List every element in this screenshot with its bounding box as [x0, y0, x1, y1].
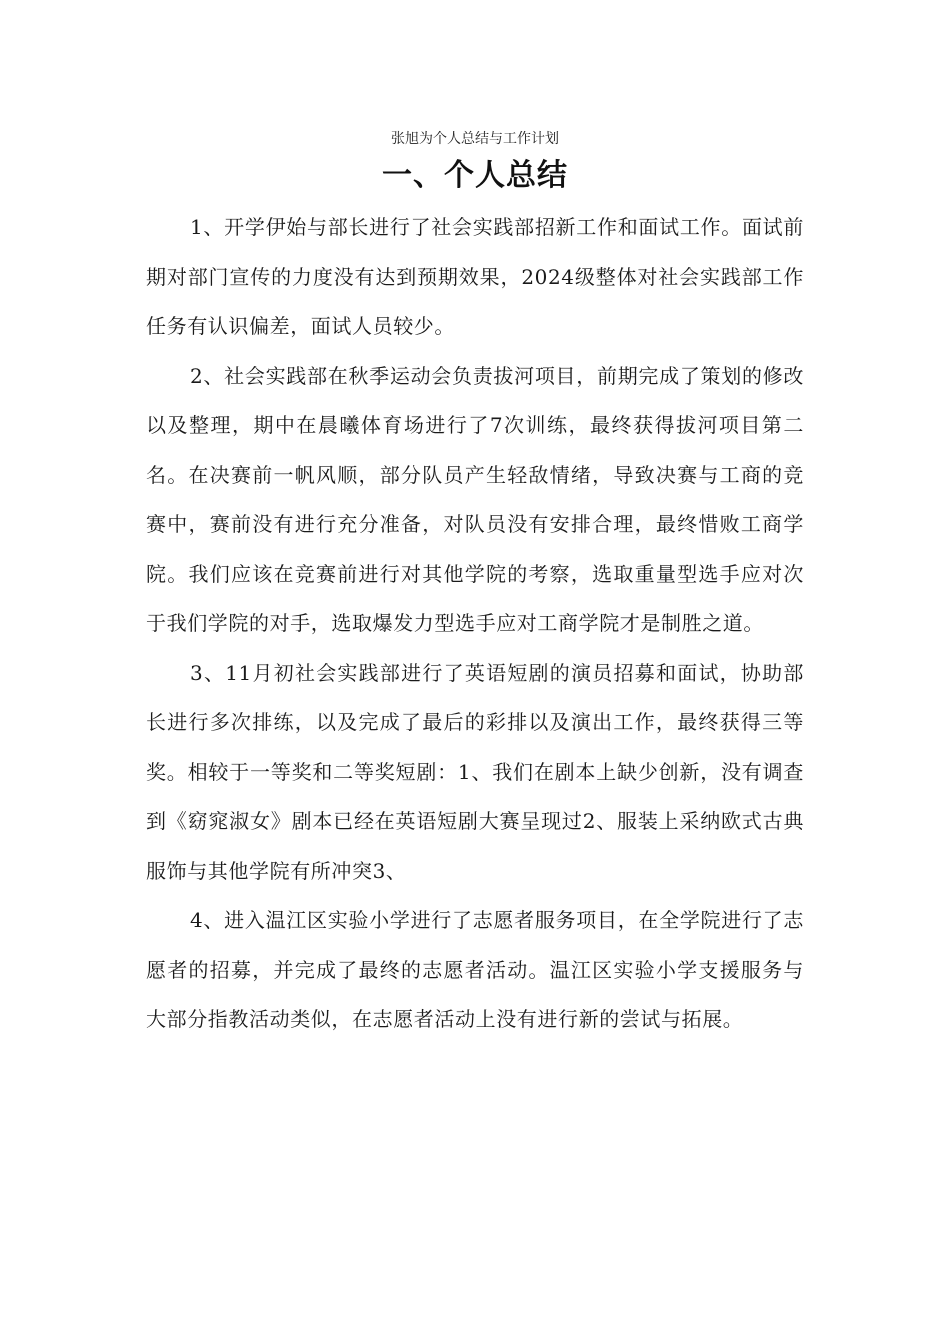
document-body: [146, 203, 804, 1045]
paragraph-4: 4、进入温江区实验小学进行了志愿者服务项目，在全学院进行了志愿者的招募，并完成了最终的志愿者活动。温江区实验小学支援服务与大部分指教活动类似，在志愿者活动上没有进行新的尝试与拓展。: [146, 908, 804, 1031]
paragraph-2: 2、社会实践部在秋季运动会负责拔河项目，前期完成了策划的修改以及整理，期中在晨曦体育场进行了7次训练，最终获得拔河项目第二名。在决赛前一帆风顺，部分队员产生轻敌情绪，导致决赛与工商的竞赛中，赛前没有进行充分准备，对队员没有安排合理，最终惜败工商学院。我们应该在竞赛前进行对其他学院的考察，选取重量型选手应对次于我们学院的对手，选取爆发力型选手应对工商学院才是制胜之道。: [146, 363, 804, 635]
document-title: 张旭为个人总结与工作计划: [391, 131, 559, 147]
section-heading: 一、个人总结: [382, 158, 568, 193]
paragraph-1: 1、开学伊始与部长进行了社会实践部招新工作和面试工作。面试前期对部门宣传的力度没有达到预期效果，2024级整体对社会实践部工作任务有认识偏差，面试人员较少。: [146, 215, 804, 338]
paragraph-3: 3、11月初社会实践部进行了英语短剧的演员招募和面试，协助部长进行多次排练，以及完成了最后的彩排以及演出工作，最终获得三等奖。相较于一等奖和二等奖短剧：1、我们在剧本上缺少创新，没有调查到《窈窕淑女》剧本已经在英语短剧大赛呈现过2、服装上采纳欧式古典服饰与其他学院有所冲突3、: [146, 660, 804, 883]
